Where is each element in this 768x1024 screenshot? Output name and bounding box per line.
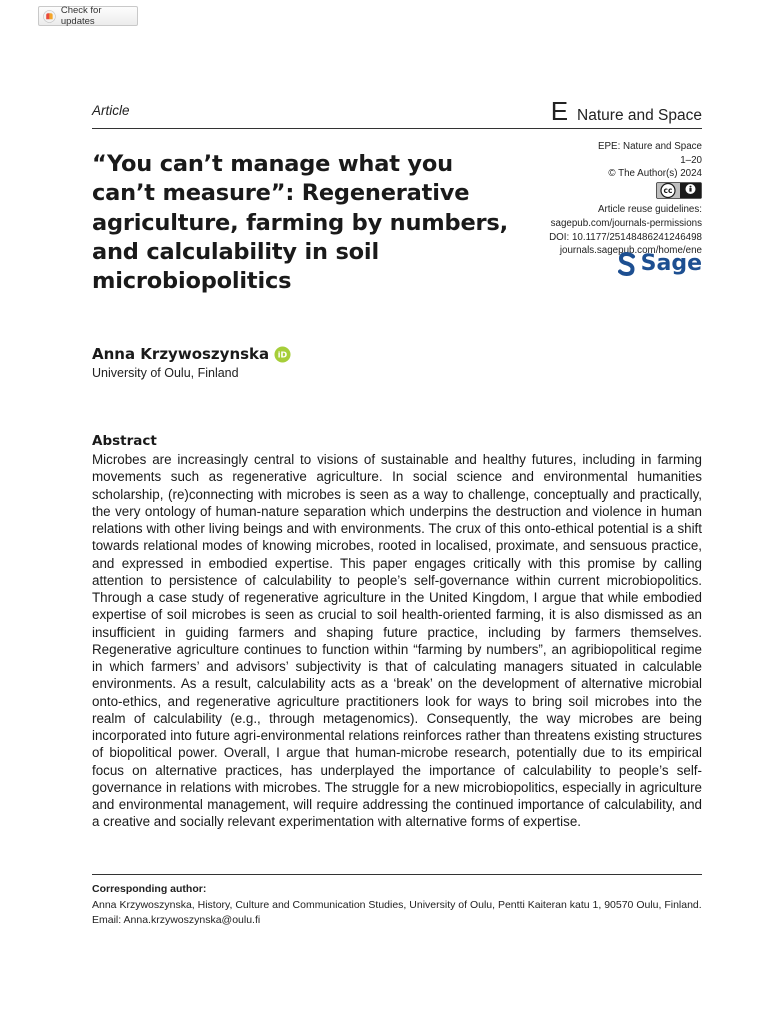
journal-homepage-link[interactable]: journals.sagepub.com/home/ene: [559, 245, 702, 257]
license-badge[interactable]: [656, 182, 702, 199]
article-type-label: Article: [92, 103, 130, 118]
journal-short-name: EPE: Nature and Space: [597, 141, 702, 152]
footer-divider: [92, 874, 702, 875]
copyright-notice: © The Author(s) 2024: [608, 168, 702, 180]
check-for-updates-label: Check for updates: [60, 5, 102, 27]
journal-logo-letter: E: [550, 96, 569, 126]
reuse-guidelines-link[interactable]: sagepub.com/journals-permissions: [550, 217, 702, 229]
author-affiliation: University of Oulu, Finland: [92, 366, 239, 380]
correspondence-address: Anna Krzywoszynska, History, Culture and Communication Studies, University of Oulu, Pentti Kaiteran katu 1, 90570 Oulu, Finland.: [92, 898, 702, 911]
svg-text:iD: iD: [277, 350, 288, 360]
author-name: Anna Krzywoszynska: [92, 345, 270, 363]
abstract-heading: Abstract: [92, 433, 157, 449]
author-block: [92, 345, 291, 363]
publisher-name: Sage: [640, 251, 702, 276]
svg-text:cc: cc: [663, 185, 673, 195]
page-range: 1–20: [680, 154, 702, 166]
journal-brand: [551, 98, 702, 125]
doi-link[interactable]: DOI: 10.1177/25148486241246498: [549, 231, 702, 243]
sage-s-icon: [618, 252, 636, 276]
header-divider: [92, 128, 702, 129]
correspondence-block: [92, 882, 702, 929]
article-title: “You can’t manage what you can’t measure”: Regenerative agriculture, farming by numbers, and calculability in soil microbiopolitics: [92, 151, 508, 295]
journal-name: Nature and Space: [577, 107, 702, 124]
correspondence-label: Corresponding author:: [92, 883, 207, 895]
publisher-logo: [618, 251, 702, 276]
abstract-text: Microbes are increasingly central to visions of sustainable and healthy futures, including in farming movements such as regenerative agriculture. In social science and environmental humanities scholarship, (re)connecting with microbes is seen as a way to challenge, conceptually and practically, the very ontology of human-nature separation which underpins the destruction and violence in human relations with other living beings and with environments. The crux of this onto-ethical potential is a shift towards relational modes of knowing microbes, rooted in localised, proximate, and sensuous practice, and expressed in embodied expertise. This paper engages critically with this promise by calling attention to persistence of calculability to people’s self-governance within current microbiopolitics. Through a case study of regenerative agriculture in the United Kingdom, I argue that while embodied expertise of soil microbes is seen as crucial to soil health-oriented farming, it is also dismissed as an insufficient in guiding farmers and shaping future practice, including by farmers themselves. Regenerative agriculture continues to function within “farming by numbers”, an agribiopolitical regime in which farmers’ and advisors’ subjectivity is that of calculating managers situated in calculable environments. As a result, calculability acts as a ‘break’ on the development of alternative microbial onto-ethics, and regenerative agriculture practitioners look for ways to bring soil microbes into the realm of calculability (e.g., through metagenomics). Consequently, the way microbes are being incorporated into future agri-environmental relations reinforces rather than threatens existing structures of biopolitical power. Overall, I argue that human-microbe research, potentially due to its empirical focus on alternative practices, has underplayed the importance of calculability to people’s self-governance in relations with microbes. The struggle for a new microbiopolitics, especially in agriculture and environmental management, will require addressing the continued importance of calculability, and a creative and socially relevant experimentation with alternative forms of expertise.: [92, 452, 702, 830]
orcid-icon[interactable]: [274, 346, 291, 363]
reuse-guidelines-label: Article reuse guidelines:: [597, 204, 702, 216]
publication-meta: [549, 140, 702, 258]
check-for-updates-icon: [43, 10, 56, 23]
cc-by-license-icon: [656, 182, 702, 199]
correspondence-email[interactable]: Email: Anna.krzywoszynska@oulu.fi: [92, 914, 261, 926]
check-for-updates-button[interactable]: [38, 6, 138, 26]
